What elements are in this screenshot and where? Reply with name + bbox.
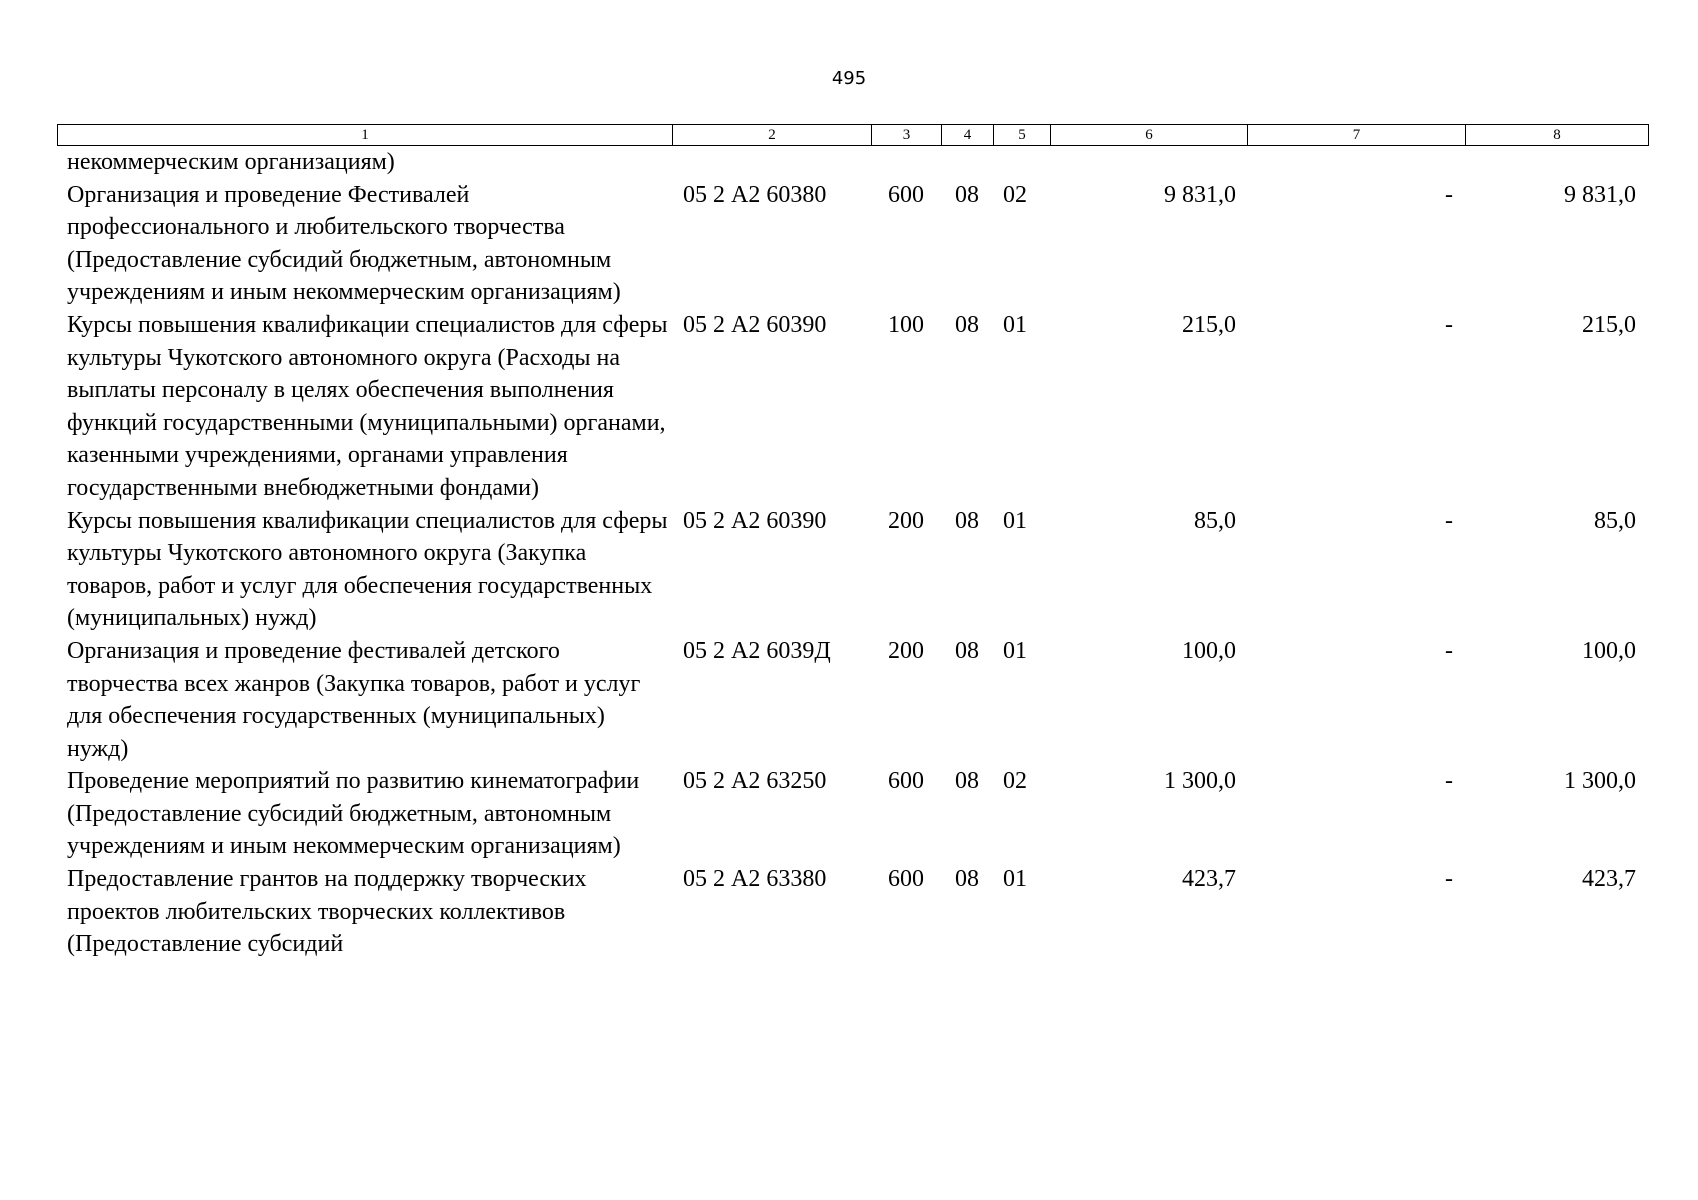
row-subsection: 01 — [1003, 637, 1027, 664]
header-cell-4: 4 — [942, 125, 994, 146]
table-row — [57, 179, 1648, 309]
header-cell-1: 1 — [58, 125, 673, 146]
row-target-code: 05 2 А2 60390 — [683, 507, 827, 534]
header-cell-8: 8 — [1466, 125, 1649, 146]
header-cell-2: 2 — [673, 125, 872, 146]
row-amount — [1050, 146, 1247, 179]
row-regional-amount: 100,0 — [1582, 637, 1636, 664]
table-row — [57, 309, 1648, 505]
row-description: Организация и проведение Фестивалей профессионального и любительского творчества (Предоставление субсидий бюджетным, автономным учреждениям и иным некоммерческим организациям) — [67, 181, 621, 306]
page-number: 495 — [831, 68, 867, 89]
row-amount: 9 831,0 — [1164, 181, 1236, 208]
row-description: некоммерческим организациям) — [67, 149, 395, 175]
row-amount: 85,0 — [1194, 507, 1236, 534]
row-subsection: 01 — [1003, 311, 1027, 338]
row-subsection: 01 — [1003, 507, 1027, 534]
row-description: Курсы повышения квалификации специалистов для сферы культуры Чукотского автономного округа (Закупка товаров, работ и услуг для обеспечения государственных (муниципальных) нужд) — [67, 507, 668, 632]
row-target-code: 05 2 А2 6039Д — [683, 637, 831, 664]
row-expense-type: 200 — [888, 507, 924, 534]
row-amount: 423,7 — [1182, 866, 1236, 893]
row-subsection — [993, 146, 1050, 179]
row-description: Проведение мероприятий по развитию кинематографии (Предоставление субсидий бюджетным, автономным учреждениям и иным некоммерческим организациям) — [67, 768, 640, 860]
row-section: 08 — [955, 768, 979, 795]
table-row — [57, 505, 1648, 635]
row-section: 08 — [955, 637, 979, 664]
row-target-code: 05 2 А2 63250 — [683, 768, 827, 795]
row-subsection: 01 — [1003, 866, 1027, 893]
row-amount: 100,0 — [1182, 637, 1236, 664]
row-description: Предоставление грантов на поддержку творческих проектов любительских творческих коллективов (Предоставление субсидий — [67, 866, 587, 958]
table-row — [57, 863, 1648, 961]
row-expense-type: 200 — [888, 637, 924, 664]
row-amount: 215,0 — [1182, 311, 1236, 338]
row-subsection: 02 — [1003, 768, 1027, 795]
row-description: Курсы повышения квалификации специалистов для сферы культуры Чукотского автономного округа (Расходы на выплаты персоналу в целях обеспечения выполнения функций государственными (муниципальными) органами, казенными учреждениями, органами управления государственными внебюджетными фондами) — [67, 311, 668, 501]
header-row — [58, 125, 1649, 146]
row-section — [941, 146, 993, 179]
row-federal-amount: - — [1445, 507, 1453, 534]
row-regional-amount: 1 300,0 — [1564, 768, 1636, 795]
table-row — [57, 635, 1648, 765]
row-regional-amount — [1465, 146, 1648, 179]
column-number-header — [57, 124, 1649, 146]
row-regional-amount: 9 831,0 — [1564, 181, 1636, 208]
row-expense-type — [871, 146, 941, 179]
row-target-code: 05 2 А2 60390 — [683, 311, 827, 338]
row-target-code: 05 2 А2 60380 — [683, 181, 827, 208]
row-expense-type: 600 — [888, 181, 924, 208]
row-amount: 1 300,0 — [1164, 768, 1236, 795]
row-regional-amount: 85,0 — [1594, 507, 1636, 534]
row-description: Организация и проведение фестивалей детского творчества всех жанров (Закупка товаров, работ и услуг для обеспечения государственных (муниципальных) нужд) — [67, 637, 641, 762]
row-section: 08 — [955, 311, 979, 338]
header-cell-3: 3 — [872, 125, 942, 146]
budget-table-body — [57, 146, 1648, 961]
row-federal-amount: - — [1445, 637, 1453, 664]
row-target-code: 05 2 А2 63380 — [683, 866, 827, 893]
row-regional-amount: 215,0 — [1582, 311, 1636, 338]
header-cell-5: 5 — [994, 125, 1051, 146]
row-section: 08 — [955, 181, 979, 208]
row-target-code — [672, 146, 871, 179]
table-row — [57, 146, 1648, 179]
row-federal-amount: - — [1445, 181, 1453, 208]
row-expense-type: 600 — [888, 768, 924, 795]
row-section: 08 — [955, 507, 979, 534]
row-regional-amount: 423,7 — [1582, 866, 1636, 893]
header-cell-7: 7 — [1248, 125, 1466, 146]
header-cell-6: 6 — [1051, 125, 1248, 146]
row-federal-amount: - — [1445, 866, 1453, 893]
row-federal-amount: - — [1445, 311, 1453, 338]
row-expense-type: 600 — [888, 866, 924, 893]
row-federal-amount — [1247, 146, 1465, 179]
row-subsection: 02 — [1003, 181, 1027, 208]
row-expense-type: 100 — [888, 311, 924, 338]
table-row — [57, 765, 1648, 863]
row-section: 08 — [955, 866, 979, 893]
row-federal-amount: - — [1445, 768, 1453, 795]
